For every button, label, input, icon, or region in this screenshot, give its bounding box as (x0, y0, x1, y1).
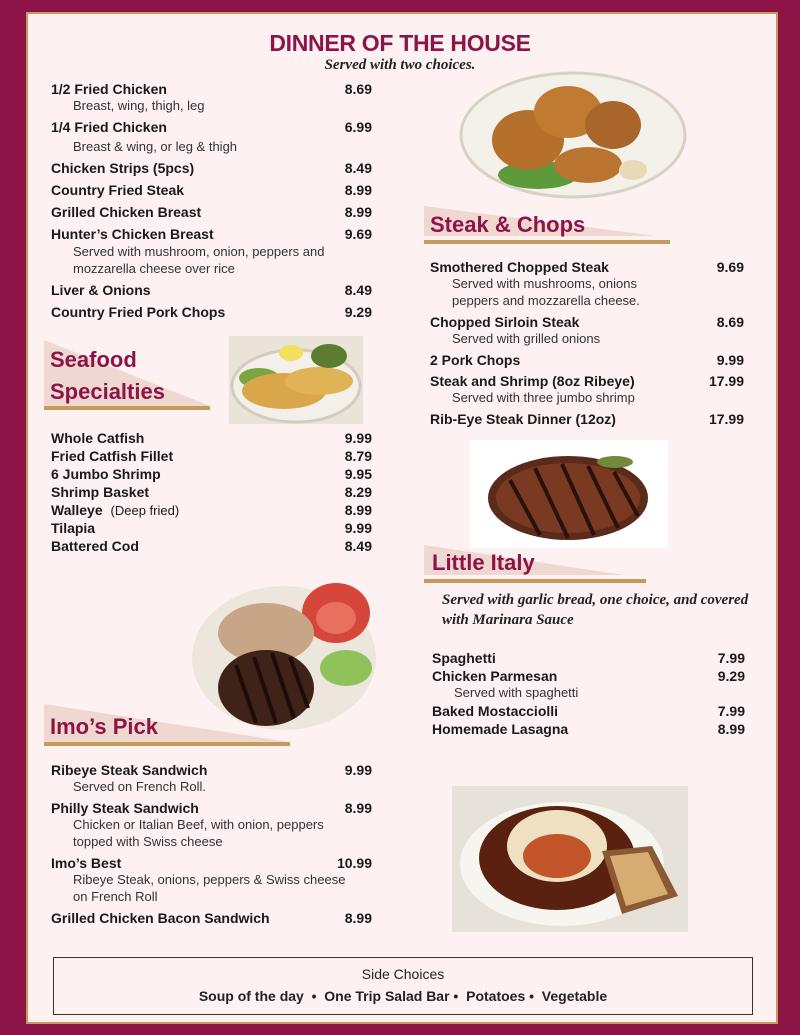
item-name: Battered Cod (51, 538, 139, 554)
section-title-line: Specialties (50, 379, 165, 404)
item-name: Homemade Lasagna (432, 721, 569, 737)
item-price: 9.69 (344, 226, 372, 242)
item-price: 10.99 (336, 855, 372, 871)
menu-item (51, 226, 372, 277)
item-name: 6 Jumbo Shrimp (51, 466, 161, 482)
menu-item (430, 259, 744, 309)
item-price: 9.99 (344, 762, 372, 778)
item-price: 8.69 (344, 81, 372, 97)
italy-note: Served with garlic bread, one choice, and covered with Marinara Sauce (442, 592, 749, 628)
seafood-list (51, 430, 372, 556)
item-name: Rib-Eye Steak Dinner (12oz) (430, 411, 616, 427)
item-name: Steak and Shrimp (8oz Ribeye) (430, 373, 635, 389)
item-price: 8.99 (717, 721, 745, 737)
ribeye-photo (470, 440, 668, 548)
item-name: 2 Pork Chops (430, 352, 521, 368)
menu-item (51, 282, 372, 299)
menu-item (51, 762, 372, 795)
item-price: 17.99 (708, 373, 744, 389)
menu-item (51, 910, 372, 926)
item-name: Grilled Chicken Bacon Sandwich (51, 910, 270, 926)
item-name: Chicken Parmesan (432, 668, 558, 684)
side-choices-list: Soup of the day • One Trip Salad Bar • Potatoes • Vegetable (198, 988, 608, 1004)
item-price: 9.95 (344, 466, 372, 482)
item-price: 8.99 (344, 502, 372, 518)
menu-item (51, 538, 372, 554)
menu-item (51, 160, 372, 177)
item-name: 1/4 Fried Chicken (51, 119, 167, 135)
italy-list (432, 650, 745, 739)
item-price: 17.99 (708, 411, 744, 427)
item-price: 8.99 (344, 800, 372, 816)
imos-list (51, 762, 372, 931)
menu-item (51, 855, 372, 905)
item-name: Baked Mostacciolli (432, 703, 559, 719)
item-name: Ribeye Steak Sandwich (51, 762, 208, 778)
catfish-photo (229, 336, 363, 424)
side-choices-heading: Side Choices (361, 966, 445, 982)
item-price: 7.99 (717, 703, 745, 719)
section-title-imos: Imo’s Pick (50, 714, 159, 739)
menu-item (51, 204, 372, 221)
menu-item (51, 182, 372, 199)
page-subtitle: Served with two choices. (324, 57, 476, 73)
item-name: Chicken Strips (5pcs) (51, 160, 195, 176)
item-price: 9.99 (344, 430, 372, 446)
menu-item (51, 466, 372, 482)
page-title: DINNER OF THE HOUSE (269, 30, 531, 56)
item-name: Hunter’s Chicken Breast (51, 226, 214, 242)
item-price: 8.49 (344, 538, 372, 554)
menu-item (51, 800, 372, 850)
menu-item (432, 721, 745, 737)
item-name: Spaghetti (432, 650, 496, 666)
item-price: 9.69 (716, 259, 744, 275)
section-title-steak: Steak & Chops (430, 212, 586, 237)
side-choices-box (53, 957, 753, 1015)
item-name: Tilapia (51, 520, 96, 536)
item-name: Fried Catfish Fillet (51, 448, 174, 464)
menu-item (51, 81, 372, 114)
item-price: 8.79 (344, 448, 372, 464)
item-desc: Served with spaghetti (454, 685, 579, 700)
item-name: Walleye (51, 502, 103, 518)
fried-chicken-photo (458, 70, 688, 200)
item-note: (Deep fried) (110, 503, 180, 518)
item-price: 8.29 (344, 484, 372, 500)
item-name: Country Fried Pork Chops (51, 304, 226, 320)
menu-item (51, 448, 372, 464)
item-name: Imo’s Best (51, 855, 122, 871)
item-price: 6.99 (344, 119, 372, 135)
item-name: Chopped Sirloin Steak (430, 314, 580, 330)
menu-item (430, 352, 744, 368)
menu-item (51, 520, 372, 536)
item-price: 9.29 (344, 304, 372, 320)
item-name: Philly Steak Sandwich (51, 800, 199, 816)
menu-item (51, 304, 372, 321)
section-title-line: Seafood (50, 347, 137, 372)
item-desc: Ribeye Steak, onions, peppers & Swiss cheese on French Roll (73, 872, 346, 904)
item-price: 8.69 (716, 314, 744, 330)
section-title-italy: Little Italy (432, 550, 535, 575)
menu-item (430, 314, 744, 347)
item-name: Country Fried Steak (51, 182, 185, 198)
item-name: Grilled Chicken Breast (51, 204, 202, 220)
item-desc: Served on French Roll. (73, 779, 206, 794)
section-title-seafood-text (50, 344, 165, 408)
item-price: 9.99 (344, 520, 372, 536)
item-desc: Breast, wing, thigh, leg (73, 98, 205, 113)
item-desc: Served with mushrooms, onions peppers and mozzarella cheese. (452, 276, 640, 308)
item-desc: Served with grilled onions (452, 331, 601, 346)
item-desc: Chicken or Italian Beef, with onion, peppers topped with Swiss cheese (73, 817, 324, 849)
lasagna-photo (452, 786, 688, 932)
item-name: Whole Catfish (51, 430, 145, 446)
item-name: Shrimp Basket (51, 484, 150, 500)
item-desc: Served with three jumbo shrimp (452, 390, 635, 405)
menu-item (430, 373, 744, 406)
menu-item (51, 484, 372, 500)
item-name: Liver & Onions (51, 282, 151, 298)
menu-item (51, 502, 372, 518)
steak-list (430, 259, 744, 432)
menu-item (51, 430, 372, 446)
item-price: 8.99 (344, 182, 372, 198)
item-price: 9.29 (717, 668, 745, 684)
menu-item (432, 668, 745, 701)
house-list (51, 81, 372, 326)
menu-item (432, 650, 745, 666)
item-price: 8.49 (344, 282, 372, 298)
menu-item (430, 411, 744, 427)
item-name: Smothered Chopped Steak (430, 259, 609, 275)
item-price: 8.99 (344, 204, 372, 220)
item-price: 8.99 (344, 910, 372, 926)
menu-item (51, 119, 372, 155)
menu-item (432, 703, 745, 719)
item-price: 8.49 (344, 160, 372, 176)
item-price: 9.99 (716, 352, 744, 368)
item-desc: Served with mushroom, onion, peppers and mozzarella cheese over rice (73, 244, 325, 276)
item-price: 7.99 (717, 650, 745, 666)
item-desc: Breast & wing, or leg & thigh (73, 139, 238, 154)
item-name: 1/2 Fried Chicken (51, 81, 167, 97)
